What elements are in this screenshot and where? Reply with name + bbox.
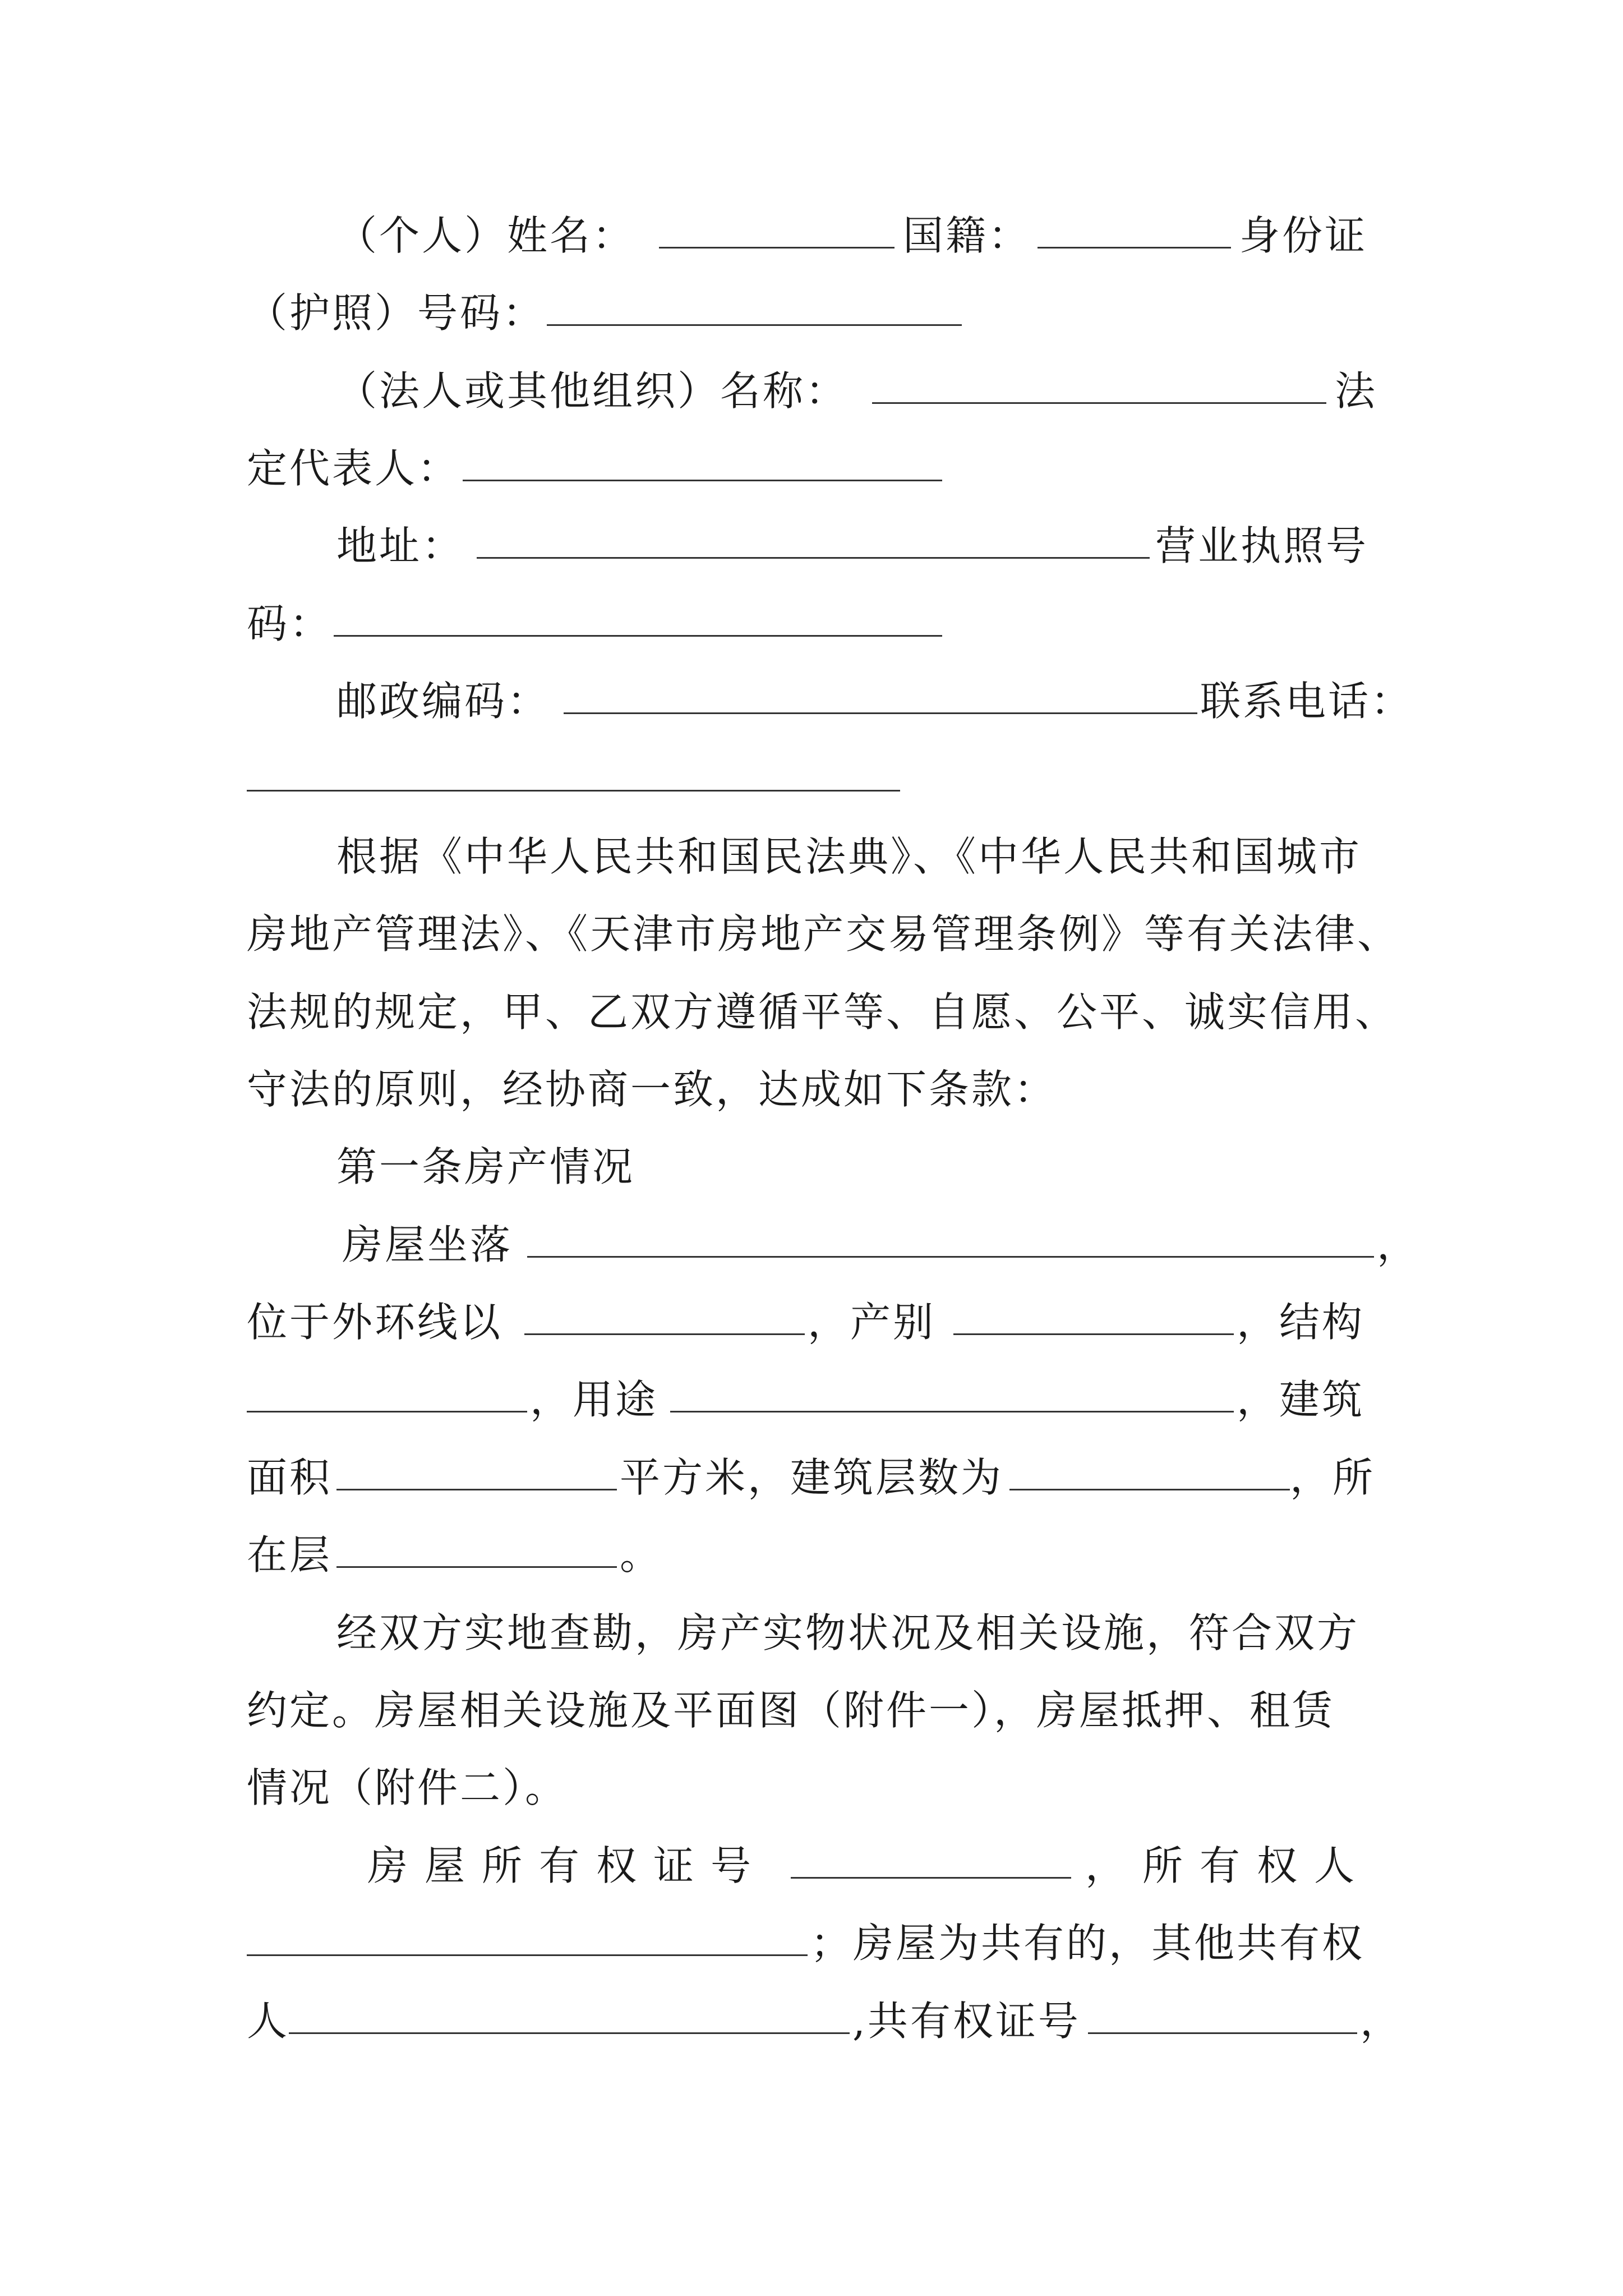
preamble-text-2: 房地产管理法》、《天津市房地产交易管理条例》等有关法律、 <box>247 910 1400 958</box>
outer-ring-label: 位于外环线以 <box>247 1299 503 1346</box>
id-number-field[interactable] <box>547 324 962 326</box>
area-label: 面积 <box>247 1454 333 1501</box>
org-name-label: （法人或其他组织）名称： <box>336 367 849 415</box>
nationality-label: 国籍： <box>903 212 1031 259</box>
co-owner-label-b: 人 <box>247 1998 290 2045</box>
line-legal-rep <box>0 424 1623 496</box>
co-owner-field[interactable] <box>289 2032 850 2034</box>
line-co-cert <box>0 1976 1623 2049</box>
location-comma: ， <box>1377 1221 1420 1268</box>
floor-period: 。 <box>620 1531 663 1579</box>
preamble-line <box>0 967 1623 1040</box>
location-field[interactable] <box>527 1256 1374 1258</box>
legal-rep-field[interactable] <box>463 480 942 481</box>
id-label-a: 身份证 <box>1239 212 1368 259</box>
legal-rep-label-b: 定代表人： <box>247 445 460 492</box>
license-label-a: 营业执照号 <box>1155 522 1369 569</box>
line-postcode <box>0 656 1623 729</box>
article1-title-line <box>0 1122 1623 1195</box>
usage-field[interactable] <box>670 1411 1234 1412</box>
phone-field[interactable] <box>247 790 900 792</box>
owner-field[interactable] <box>247 1954 808 1956</box>
building-label: ，建筑 <box>1237 1376 1365 1423</box>
license-field[interactable] <box>334 635 942 637</box>
preamble-line <box>0 1045 1623 1117</box>
line-location <box>0 1200 1623 1273</box>
preamble-text-3: 法规的规定，甲、乙双方遵循平等、自愿、公平、诚实信用、 <box>247 988 1398 1036</box>
postcode-label: 邮政编码： <box>336 678 550 725</box>
legal-rep-label-a: 法 <box>1335 367 1378 415</box>
license-label-b: 码： <box>247 600 333 647</box>
individual-name-field[interactable] <box>659 247 895 249</box>
usage-label: ，用途 <box>530 1376 658 1423</box>
sqm-label: 平方米，建筑层数为 <box>620 1454 1004 1501</box>
line-address <box>0 501 1623 574</box>
cert-field[interactable] <box>791 1877 1071 1879</box>
line-area <box>0 1433 1623 1506</box>
preamble-line <box>0 812 1623 885</box>
nationality-field[interactable] <box>1038 247 1231 249</box>
floors-field[interactable] <box>1009 1489 1290 1490</box>
area-field[interactable] <box>336 1489 617 1490</box>
owner-label: ，所有权人 <box>1085 1842 1372 1889</box>
property-type-field[interactable] <box>953 1333 1234 1335</box>
co-cert-comma: ， <box>1360 1998 1403 2045</box>
property-type-label: ，产别 <box>808 1299 936 1346</box>
floor-label-a: ，所 <box>1290 1454 1376 1501</box>
line-id-number <box>0 268 1623 341</box>
line-floor <box>0 1510 1623 1583</box>
address-field[interactable] <box>477 557 1150 559</box>
inspection-line <box>0 1588 1623 1661</box>
phone-label: 联系电话： <box>1200 678 1414 725</box>
structure-label: ，结构 <box>1237 1299 1365 1346</box>
inspection-line <box>0 1665 1623 1738</box>
postcode-field[interactable] <box>564 712 1197 714</box>
org-name-field[interactable] <box>872 402 1326 404</box>
line-individual-name <box>0 191 1623 264</box>
preamble-text-4: 守法的原则，经协商一致，达成如下条款： <box>247 1066 1057 1113</box>
floor-label-b: 在层 <box>247 1531 333 1579</box>
inspection-text-2: 约定。房屋相关设施及平面图（附件一），房屋抵押、租赁 <box>247 1687 1335 1734</box>
line-co-owner <box>0 1898 1623 1971</box>
co-cert-field[interactable] <box>1088 2032 1357 2034</box>
location-label: 房屋坐落 <box>342 1221 513 1268</box>
preamble-line <box>0 889 1623 962</box>
outer-ring-field[interactable] <box>524 1333 805 1335</box>
floor-field[interactable] <box>336 1566 617 1568</box>
article1-title: 第一条房产情况 <box>336 1143 635 1190</box>
inspection-text-3: 情况（附件二）。 <box>247 1764 568 1811</box>
id-label-b: （护照）号码： <box>247 289 546 337</box>
structure-field[interactable] <box>247 1411 527 1412</box>
address-label: 地址： <box>336 522 465 569</box>
individual-name-label: （个人）姓名： <box>336 212 635 259</box>
line-org-name <box>0 346 1623 419</box>
co-cert-label: ,共有权证号 <box>852 1998 1081 2045</box>
inspection-line <box>0 1743 1623 1816</box>
line-phone <box>0 734 1623 807</box>
line-certificate <box>0 1821 1623 1894</box>
line-usage <box>0 1355 1623 1428</box>
preamble-text-1: 根据《中华人民共和国民法典》、《中华人民共和国城市 <box>336 833 1362 880</box>
line-outer-ring <box>0 1277 1623 1350</box>
inspection-text-1: 经双方实地查勘，房产实物状况及相关设施，符合双方 <box>336 1609 1360 1657</box>
line-license <box>0 579 1623 652</box>
co-owner-label: ；房屋为共有的，其他共有权 <box>810 1920 1365 1967</box>
cert-label: 房屋所有权证号 <box>367 1842 768 1889</box>
